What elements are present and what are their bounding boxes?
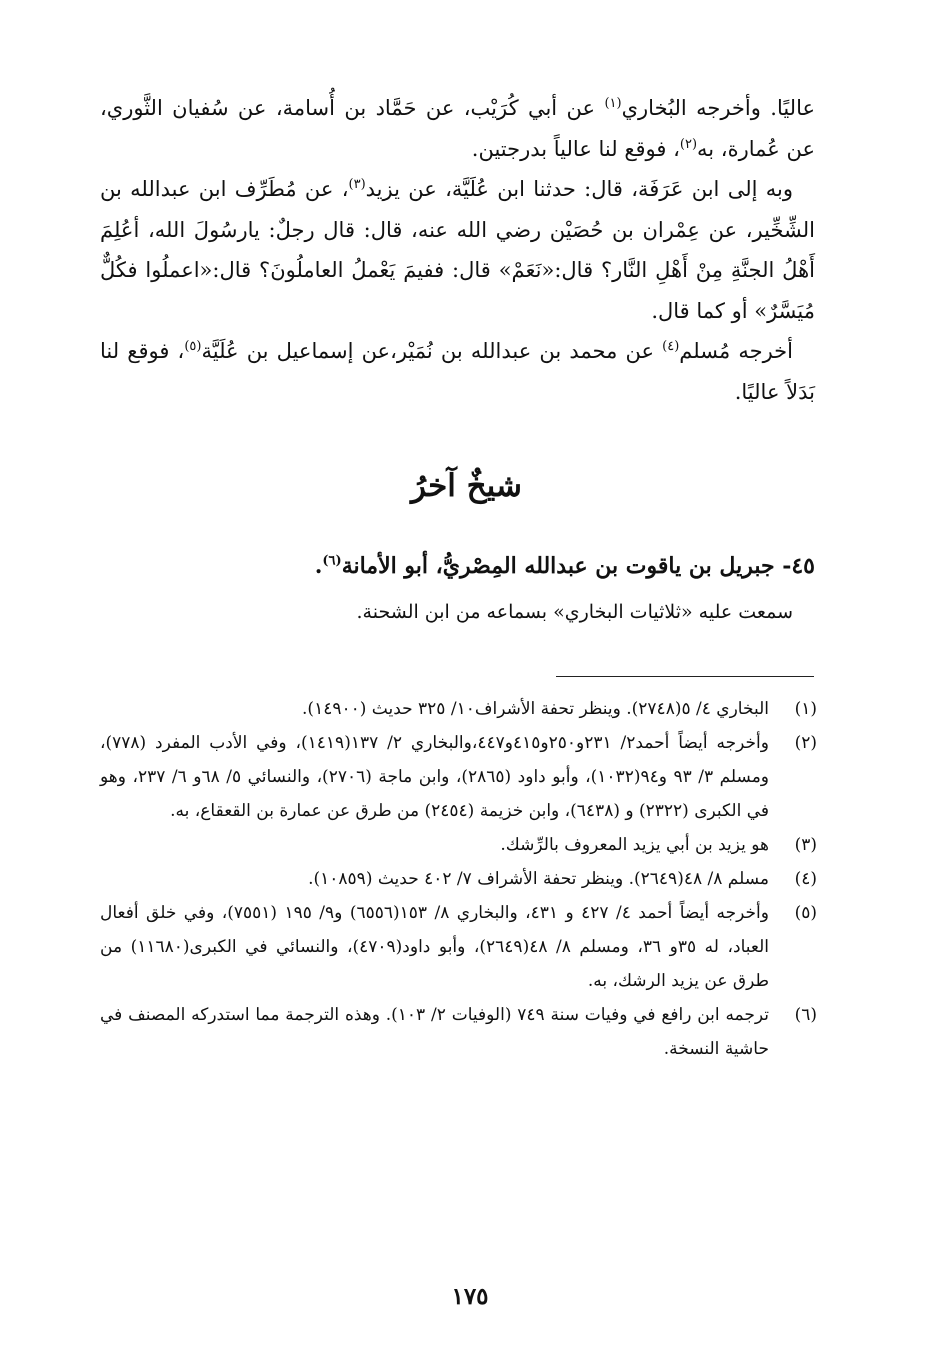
paragraph-text: عن أبي كُرَيْب، عن حَمَّاد بن أُسامة، عن سُفيان الثَّوري، عن عُمارة، به <box>100 96 815 161</box>
entry-title-end: . <box>314 553 323 579</box>
footnote <box>100 726 817 828</box>
footnote-text: البخاري ٤/ ٥(٢٧٤٨). وينظر تحفة الأشراف١٠/ ٣٢٥ حديث (١٤٩٠٠). <box>302 699 769 719</box>
footnote-text: وأخرجه أيضاً أحمد٢/ ٢٣١و٢٥٠و٤١٥و٤٤٧،والبخاري ٢/ ١٣٧(١٤١٩)، وفي الأدب المفرد (٧٧٨)، ومسلم ٣/ ٩٣ و٩٤(١٠٣٢)، وأبو داود (٢٨٦٥)، وابن ماجة (٢٧٠٦)، والنسائي ٥/ ٦٨و ٦/ ٢٣٧، وهو في الكبرى (٢٣٢٢) و (٦٤٣٨)، وابن خزيمة (٢٤٥٤) من طرق عن عمارة بن القعقاع، به. <box>100 733 770 821</box>
footnote <box>100 998 817 1066</box>
footnote-number: (٣) <box>794 835 817 855</box>
paragraph-text: ، فوقع لنا عالياً بدرجتين. <box>471 136 680 161</box>
paragraph-text: وبه إلى ابن عَرَفَة، قال: حدثنا ابن عُلَيَّة، عن يزيد <box>365 177 793 201</box>
entry-title <box>100 546 815 586</box>
paragraph <box>100 331 815 412</box>
paragraph-text: ، عن مُطَرِّف ابن عبدالله بن الشِّخِّير، عن عِمْران بن حُصَيْن رضي الله عنه، قال: قال رجلٌ: يارسُولَ الله، أعُلِمَ أَهْلُ الجنَّةِ مِنْ أَهْلِ النَّار؟ قال:«نَعَمْ» قال: ففيمَ يَعْملُ العاملُونَ؟ قال:«اعملُوا فكُلٌّ مُيَسَّرٌ» أو كما قال. <box>100 177 815 323</box>
footnote <box>100 692 817 726</box>
paragraph-text: أخرجه مُسلم <box>679 339 793 363</box>
footnote-text: هو يزيد بن أبي يزيد المعروف بالرِّشك. <box>500 835 769 855</box>
footnote <box>100 828 817 862</box>
footnote-divider <box>556 676 814 677</box>
footnote <box>100 862 817 896</box>
main-text <box>100 88 815 412</box>
footnote-ref: (٣) <box>348 177 366 192</box>
footnote-number: (١) <box>794 699 817 719</box>
paragraph <box>100 169 815 331</box>
footnote-ref: (١) <box>604 96 622 111</box>
footnote-number: (٢) <box>794 733 817 753</box>
paragraph-text: عاليًا. وأخرجه البُخاري <box>621 96 816 120</box>
footnote-text: وأخرجه أيضاً أحمد ٤/ ٤٢٧ و ٤٣١، والبخاري ٨/ ١٥٣(٦٥٥٦) و٩/ ١٩٥ (٧٥٥١)، وفي خلق أفعال العباد، له ٣٥و ٣٦، ومسلم ٨/ ٤٨(٢٦٤٩)، وأبو داود(٤٧٠٩)، والنسائي في الكبرى(١١٦٨٠) من طرق عن يزيد الرشك، به. <box>100 903 769 991</box>
footnote-text: مسلم ٨/ ٤٨(٢٦٤٩). وينظر تحفة الأشراف ٧/ ٤٠٢ حديث (١٠٨٥٩). <box>308 869 769 889</box>
paragraph-text: ، فوقع لنا بَدَلاً عاليًا. <box>100 339 815 404</box>
footnotes <box>100 692 817 1066</box>
entry-title-text: ٤٥- جبريل بن ياقوت بن عبدالله المِصْريُّ، أبو الأمانة <box>341 553 815 579</box>
footnote-ref: (٢) <box>679 136 698 152</box>
footnote-ref: (٥) <box>184 339 202 354</box>
entry-note: سمعت عليه «ثلاثيات البخاري» بسماعه من ابن الشحنة. <box>356 601 793 623</box>
paragraph-text: عن محمد بن عبدالله بن نُمَيْر،عن إسماعيل بن عُلَيَّة <box>201 339 663 363</box>
footnote-text: ترجمه ابن رافع في وفيات سنة ٧٤٩ (الوفيات ٢/ ١٠٣). وهذه الترجمة مما استدركه المصنف في حاشية النسخة. <box>100 1005 770 1059</box>
section-heading: شيخٌ آخرُ <box>410 468 522 504</box>
footnote-number: (٦) <box>794 1005 817 1025</box>
page-number: ١٧٥ <box>451 1283 489 1310</box>
footnote-number: (٤) <box>794 869 817 889</box>
footnote-ref: (٤) <box>662 339 680 354</box>
footnote-ref: (٦) <box>322 553 342 569</box>
footnote-number: (٥) <box>794 903 817 923</box>
paragraph <box>100 88 815 169</box>
footnote <box>100 896 817 998</box>
